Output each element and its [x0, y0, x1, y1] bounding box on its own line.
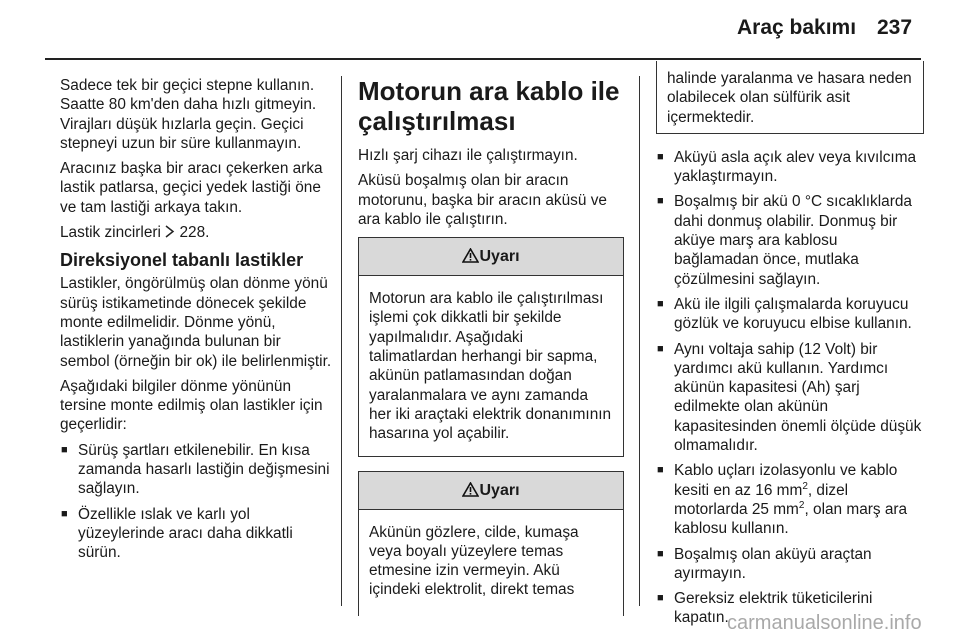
reference-arrow-icon	[165, 225, 175, 238]
paragraph: Aracınız başka bir aracı çekerken arka lastik patlarsa, geçici yedek lastiği öne ve tam lastiği arkaya takın.	[60, 160, 323, 216]
section-heading: Direksiyonel tabanlı lastikler	[60, 250, 304, 271]
list-item: ■ Akü ile ilgili çalışmalarda koruyucu gözlük ve koruyucu elbise kullanın.	[656, 295, 924, 334]
list-item: ■ Boşalmış bir akü 0 °C sıcaklıklarda dahi donmuş olabilir. Donmuş bir aküye marş ara kablosu bağlamadan önce, mutlaka çözülmesini sağlayın.	[656, 192, 924, 288]
paragraph: Sadece tek bir geçici stepne kullanın. Saatte 80 km'den daha hızlı gitmeyin. Virajları düşük hızlarla geçin. Geçici stepneyi uzun bir süre kullanmayın.	[60, 77, 317, 152]
paragraph: Aşağıdaki bilgiler dönme yönünün tersine monte edilmiş olan lastikler için geçerlidir:	[60, 377, 323, 434]
warning-header	[359, 238, 623, 276]
list-item: ■ Aküyü asla açık alev veya kıvılcıma yaklaştırmayın.	[656, 148, 924, 187]
list-item-text: , dizel motorlarda 25 mm	[674, 481, 849, 518]
warning-box	[358, 471, 624, 616]
watermark: carmanualsonline.info	[727, 612, 922, 634]
column-right	[656, 70, 924, 634]
column-divider-right	[639, 76, 640, 606]
superscript: 2	[802, 480, 808, 492]
paragraph: Aküsü boşalmış olan bir aracın motorunu, başka bir aracın aküsü ve ara kablo ile çalıştırın.	[358, 172, 607, 228]
bullet-list	[60, 441, 332, 563]
warning-body: Motorun ara kablo ile çalıştırılması işlemi çok dikkatli bir şekilde yapılmalıdır. Aşağıdaki talimatlardan herhangi bir sapma, akünün patlamasından doğan yaralanmalara ve aynı zamanda her iki araçtaki elektrik donanımının hasarına yol açabilir.	[369, 290, 612, 443]
warning-header	[359, 472, 623, 510]
page-number: 237	[877, 16, 913, 39]
column-middle	[358, 76, 624, 616]
list-item: ■ Özellikle ıslak ve karlı yol yüzeylerinde aracı daha dikkatli sürün.	[60, 505, 332, 563]
warning-body: Akünün gözlere, cilde, kumaşa veya boyalı yüzeylere temas etmesine izin vermeyin. Akü içindeki elektrolit, direkt temas	[369, 523, 579, 599]
list-item-text: Kablo uçları izolasyonlu ve kablo kesiti en az 16 mm	[674, 462, 898, 499]
column-divider-left	[341, 76, 342, 606]
list-item: ■ Aynı voltaja sahip (12 Volt) bir yardımcı akü kullanın. Yardımcı akünün kapasitesi (Ah) şarj edilmekte olan akünün kapasitesinden önemli ölçüde düşük olmamalıdır.	[656, 340, 924, 456]
list-item-text: , olan marş ara kablosu kullanın.	[674, 500, 908, 538]
reference-text: Lastik zincirleri	[60, 224, 161, 242]
reference-page-link[interactable]: 228.	[179, 224, 210, 242]
warning-triangle-icon	[462, 482, 479, 497]
warning-title: Uyarı	[479, 481, 520, 499]
warning-title: Uyarı	[479, 248, 520, 266]
superscript: 2	[798, 499, 805, 511]
list-item: ■ Sürüş şartları etkilenebilir. En kısa zamanda hasarlı lastiğin değişmesini sağlayın.	[60, 441, 332, 499]
paragraph: Lastikler, öngörülmüş olan dönme yönü sürüş istikametinde dönecek şekilde monte edilmelidir. Dönme yönü, lastiklerin yanağında bulunan bir sembol (örneğin bir ok) ile belirlenmiştir.	[60, 275, 332, 370]
page-header-title: Araç bakımı	[737, 16, 857, 39]
list-item: ■ Boşalmış olan aküyü araçtan ayırmayın.	[656, 545, 924, 584]
paragraph: Hızlı şarj cihazı ile çalıştırmayın.	[358, 147, 578, 164]
list-item	[656, 461, 924, 538]
cross-reference	[60, 223, 332, 242]
warning-box-continued: halinde yaralanma ve hasara neden olabilecek olan sülfürik asit içermektedir.	[656, 61, 924, 134]
list-item: ■ Gereksiz elektrik tüketicilerini kapatın.	[656, 589, 924, 628]
column-left	[60, 76, 332, 569]
warning-box	[358, 237, 624, 456]
warning-triangle-icon	[462, 248, 479, 263]
header-divider	[45, 58, 921, 60]
section-title: Motorun ara kablo ile çalıştırılması	[358, 76, 620, 136]
bullet-list	[656, 148, 924, 628]
